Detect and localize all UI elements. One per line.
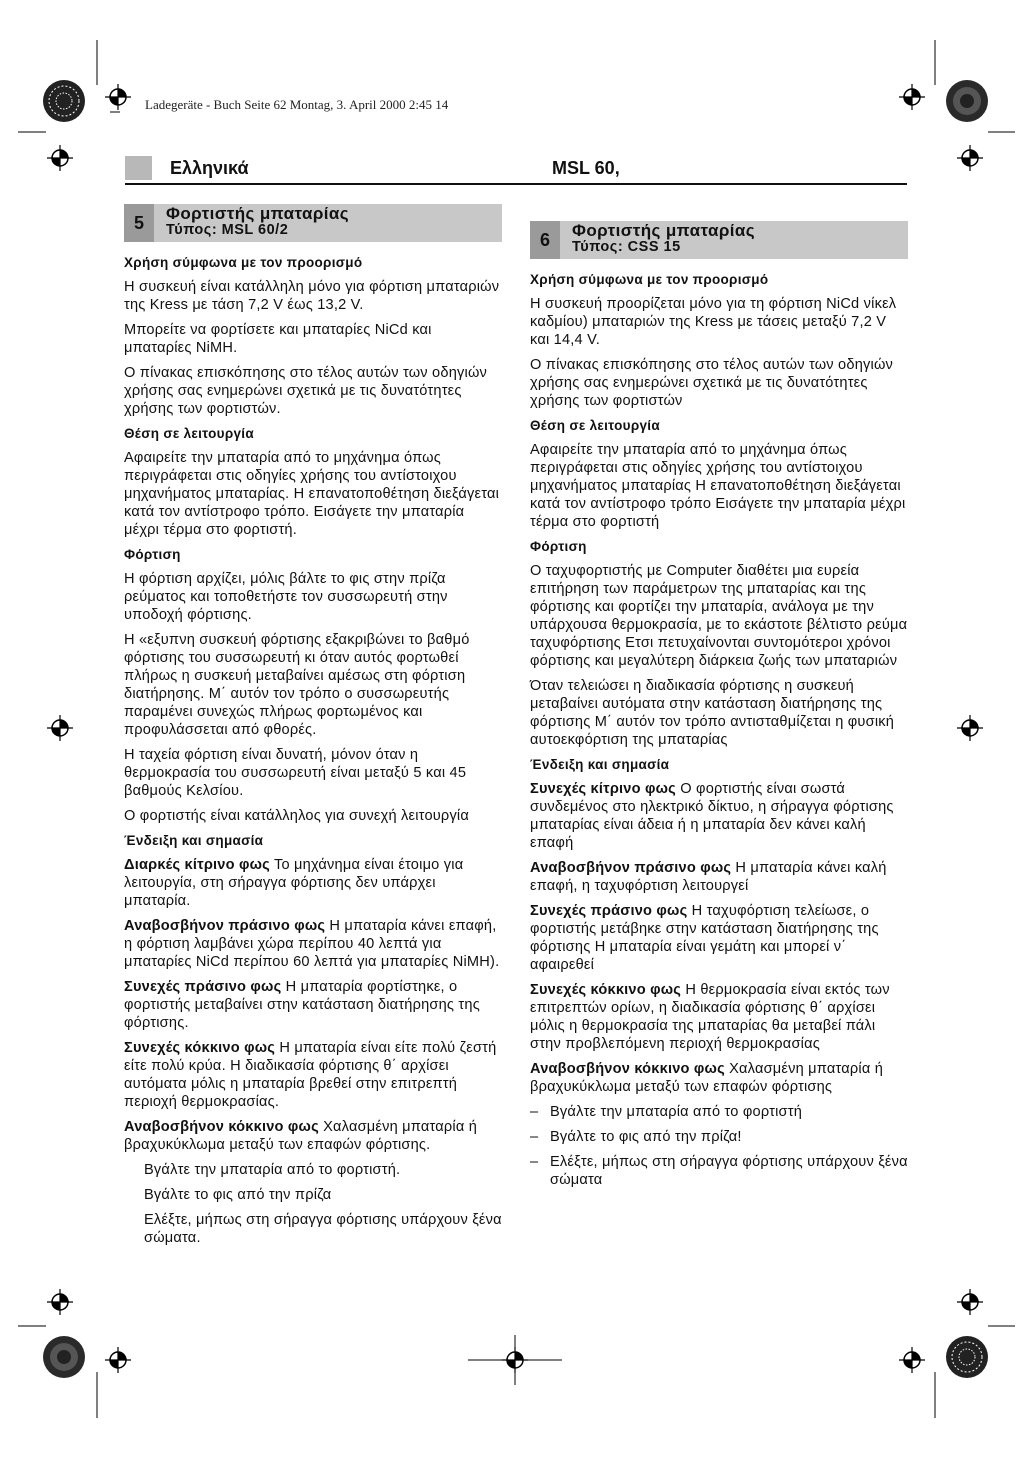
step-item: Βγάλτε την μπαταρία από το φορτιστή. xyxy=(144,1162,401,1178)
language-heading: Ελληνικά xyxy=(170,158,249,178)
section-number: 6 xyxy=(530,221,560,259)
indicator-item xyxy=(124,978,502,1032)
paragraph: Ο πίνακας επισκόπησης στο τέλος αυτών των οδηγιών χρήσης σας ενημερώνει σχετικά με τις δυνατότητες χρήσης των φορτιστών xyxy=(530,357,894,409)
paragraph: Αφαιρείτε την μπαταρία από το μηχάνημα όπως περιγράφεται στις οδηγίες χρήσης του αντίστοιχου μηχανήματος μπαταρίας Η επανατοποθέτηση διεξάγεται κατά τον αντίστροφο τρόπο Εισάγετε την μπαταρία μέχρι τέρμα στο φορτιστή xyxy=(530,442,906,530)
heading-indicators: Ένδειξη και σημασία xyxy=(124,833,264,848)
indicator-text: Χαλασμένη μπαταρία ή βραχυκύκλωμα μεταξύ των επαφών φόρτισης. xyxy=(124,1119,478,1153)
indicator-label: Συνεχές κίτρινο φως xyxy=(530,781,676,797)
section-subtitle: Τύπος: MSL 60/2 xyxy=(166,222,289,238)
section-title: Φορτιστής μπαταρίας xyxy=(572,221,755,240)
indicator-item xyxy=(530,780,908,852)
heading-intended-use: Χρήση σύμφωνα με τον προορισμό xyxy=(124,255,363,270)
indicator-label: Συνεχές πράσινο φως xyxy=(530,903,688,919)
indicator-text: Η μπαταρία κάνει καλή επαφή, η ταχυφόρτιση λειτουργεί xyxy=(530,860,887,894)
paragraph: Η «εξυπνη συσκευή φόρτισης εξακριβώνει το βαθμό φόρτισης του συσσωρευτή κι όταν αυτός φορτωθεί πλήρως η συσκευή μεταβαίνει αμέσως στη φόρτιση διατήρησης. Μ΄ αυτόν τον τρόπο ο συσσωρευτής παραμένει συνεχώς πλήρως φορτωμένος και προφυλάσσεται από φθορές. xyxy=(124,632,470,738)
crosshair-mark xyxy=(899,1347,925,1373)
paragraph: Όταν τελειώσει η διαδικασία φόρτισης η συσκευή μεταβαίνει αυτόματα στην κατάσταση διατήρησης της φόρτισης Μ΄ αυτόν τον τρόπο αντισταθμίζεται η φυσική αυτοεκφόρτιση της μπαταρίας xyxy=(530,678,895,748)
registration-wheel-top-left xyxy=(43,80,85,122)
paragraph: Μπορείτε να φορτίσετε και μπαταρίες NiCd και μπαταρίες NiMH. xyxy=(124,322,432,356)
crosshair-mark xyxy=(47,715,73,741)
heading-charging: Φόρτιση xyxy=(124,547,181,562)
paragraph: Η συσκευή είναι κατάλληλη μόνο για φόρτιση μπαταριών της Kress με τάση 7,2 V έως 13,2 V. xyxy=(124,279,500,313)
heading-operation: Θέση σε λειτουργία xyxy=(530,418,660,433)
indicator-item xyxy=(124,1039,502,1111)
indicator-label: Αναβοσβήνον κόκκινο φως xyxy=(530,1061,725,1077)
section-number: 5 xyxy=(124,204,154,242)
indicator-item xyxy=(530,1060,908,1096)
indicator-text: Η μπαταρία είναι είτε πολύ ζεστή είτε πολύ κρύα. Η διαδικασία φόρτισης θ΄ αρχίσει αυτόματα μόλις η μπαταρία βρεθεί στην επιτρεπτή περιοχή θερμοκρασίας. xyxy=(124,1040,497,1110)
paragraph: Ο πίνακας επισκόπησης στο τέλος αυτών των οδηγιών χρήσης σας ενημερώνει σχετικά με τις δυνατότητες χρήσης των φορτιστών. xyxy=(124,365,488,417)
section-5-header xyxy=(124,204,502,242)
crosshair-mark xyxy=(957,145,983,171)
print-slug: Ladegeräte - Buch Seite 62 Montag, 3. April 2000 2:45 14 xyxy=(145,97,449,112)
indicator-text: Η μπαταρία κάνει επαφή, η φόρτιση λαμβάνει χώρα περίπου 40 λεπτά για μπαταρίες NiCd περίπου 60 λεπτά για μπαταρίες NiMH). xyxy=(124,918,500,970)
model-heading: MSL 60, xyxy=(552,158,620,178)
indicator-text: Ο φορτιστής είναι σωστά συνδεμένος στο ηλεκτρικό δίκτυο, η σήραγγα φόρτισης μπαταρίας είναι άδεια ή η μπαταρία δεν κάνει καλή επαφή xyxy=(530,781,894,851)
section-6-header xyxy=(530,221,908,259)
step-item: Βγάλτε το φις από την πρίζα xyxy=(144,1187,332,1203)
paragraph: Η φόρτιση αρχίζει, μόλις βάλτε το φις στην πρίζα ρεύματος και τοποθετήστε τον συσσωρευτή στην υποδοχή φόρτισης. xyxy=(124,571,448,623)
heading-indicators: Ένδειξη και σημασία xyxy=(530,757,670,772)
registration-wheel-bottom-right xyxy=(946,1336,988,1378)
paragraph: Η συσκευή προορίζεται μόνο για τη φόρτιση NiCd νίκελ καδμίου) μπαταριών της Kress με τάσεις μεταξύ 7,2 V και 14,4 V. xyxy=(530,296,897,348)
section-subtitle: Τύπος: CSS 15 xyxy=(572,239,681,255)
indicator-item xyxy=(530,902,908,974)
paragraph: Αφαιρείτε την μπαταρία από το μηχάνημα όπως περιγράφεται στις οδηγίες χρήσης του αντίστοιχου μηχανήματος μπαταρίας. Η επανατοποθέτηση διεξάγεται κατά τον αντίστροφο τρόπο. Εισάγετε την μπαταρία μέχρι τέρμα στο φορτιστή. xyxy=(124,450,500,538)
indicator-item xyxy=(530,981,908,1053)
section-6-body xyxy=(530,268,908,1196)
indicator-text: Η θερμοκρασία είναι εκτός των επιτρεπτών ορίων, η διαδικασία φόρτισης θ΄ αρχίσει μόλις η θερμοκρασία της μπαταρίας θα μεταβεί πάλι στην προβλεπόμενη περιοχή θερμοκρασίας xyxy=(530,982,890,1052)
crosshair-mark xyxy=(47,1289,73,1315)
step-item: – Βγάλτε το φις από την πρίζα! xyxy=(530,1128,908,1146)
indicator-label: Αναβοσβήνον πράσινο φως xyxy=(124,918,326,934)
crosshair-mark xyxy=(957,715,983,741)
indicator-item xyxy=(124,917,502,971)
indicator-label: Αναβοσβήνον κόκκινο φως xyxy=(124,1119,319,1135)
indicator-text: Χαλασμένη μπαταρία ή βραχυκύκλωμα μεταξύ των επαφών φόρτισης xyxy=(530,1061,884,1095)
step-item: Ελέξτε, μήπως στη σήραγγα φόρτισης υπάρχουν ξένα σώματα. xyxy=(144,1212,502,1246)
indicator-text: Το μηχάνημα είναι έτοιμο για λειτουργία, στη σήραγγα φόρτισης δεν υπάρχει μπαταρία. xyxy=(124,857,464,909)
registration-wheel-top-right xyxy=(946,80,988,122)
indicator-label: Διαρκές κίτρινο φως xyxy=(124,857,270,873)
indicator-text: Η μπαταρία φορτίστηκε, ο φορτιστής μεταβαίνει στην κατάσταση διατήρησης της φόρτισης. xyxy=(124,979,480,1031)
paragraph: Η ταχεία φόρτιση είναι δυνατή, μόνον όταν η θερμοκρασία του συσσωρευτή είναι μεταξύ 5 και 45 βαθμούς Κελσίου. xyxy=(124,747,467,799)
heading-operation: Θέση σε λειτουργία xyxy=(124,426,254,441)
step-item: – Ελέξτε, μήπως στη σήραγγα φόρτισης υπάρχουν ξένα σώματα xyxy=(530,1153,908,1189)
paragraph: Ο φορτιστής είναι κατάλληλος για συνεχή λειτουργία xyxy=(124,808,470,824)
crosshair-mark xyxy=(957,1289,983,1315)
section-5-body xyxy=(124,251,502,1254)
step-item: – Βγάλτε την μπαταρία από το φορτιστή xyxy=(530,1103,908,1121)
indicator-item xyxy=(124,1118,502,1154)
language-marker-box xyxy=(125,156,152,180)
crosshair-mark xyxy=(47,145,73,171)
crosshair-mark xyxy=(105,1347,131,1373)
indicator-item xyxy=(124,856,502,910)
heading-intended-use: Χρήση σύμφωνα με τον προορισμό xyxy=(530,272,769,287)
section-title: Φορτιστής μπαταρίας xyxy=(166,204,349,223)
paragraph: Ο ταχυφορτιστής με Computer διαθέτει μια ευρεία επιτήρηση των παράμετρων της μπαταρίας και της φόρτισης και φορτίζει την μπαταρία, ανάλογα με την υπάρχουσα θερμοκρασία, με το εκάστοτε βέλτιστο ρεύμα ταχυφόρτισης Ετσι πετυχαίνονται συντομότεροι χρόνοι φόρτισης και μεγαλύτερη διάρκεια ζωής των μπαταριών xyxy=(530,563,908,669)
crosshair-mark xyxy=(899,84,925,110)
indicator-label: Συνεχές κόκκινο φως xyxy=(124,1040,276,1056)
registration-wheel-bottom-left xyxy=(43,1336,85,1378)
crosshair-mark xyxy=(105,84,131,110)
indicator-label: Συνεχές πράσινο φως xyxy=(124,979,282,995)
indicator-label: Συνεχές κόκκινο φως xyxy=(530,982,682,998)
indicator-label: Αναβοσβήνον πράσινο φως xyxy=(530,860,732,876)
heading-charging: Φόρτιση xyxy=(530,539,587,554)
header-rule xyxy=(125,183,907,185)
indicator-text: Η ταχυφόρτιση τελείωσε, ο φορτιστής μετάβηκε στην κατάσταση διατήρησης της φόρτισης Η μπαταρία είναι γεμάτη και μπορεί ν΄ αφαιρεθεί xyxy=(530,903,879,973)
indicator-item xyxy=(530,859,908,895)
